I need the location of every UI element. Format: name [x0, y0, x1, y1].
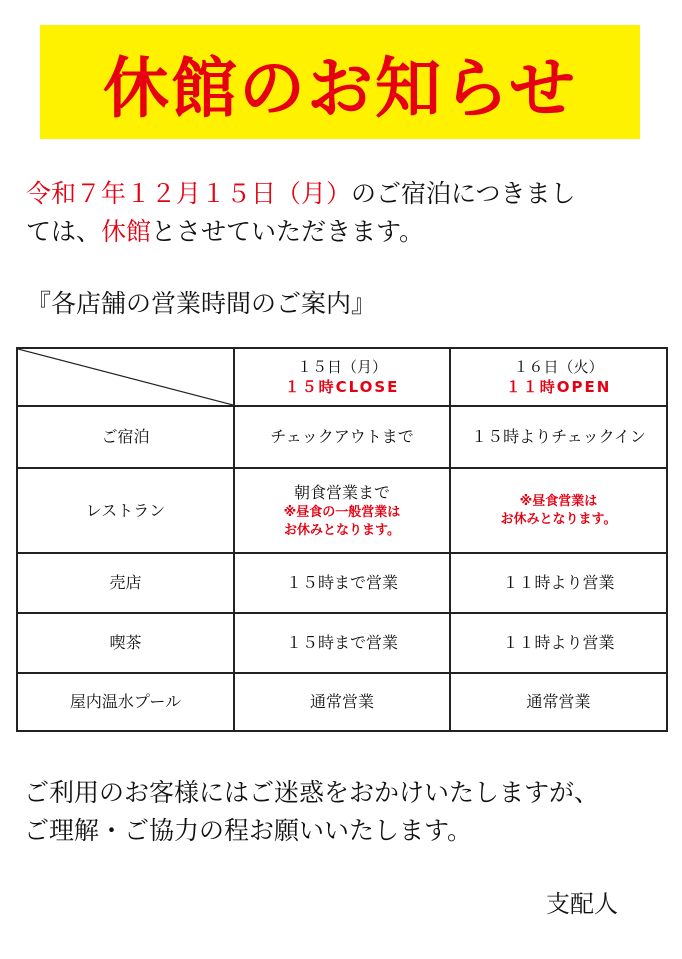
closure-date: 令和７年１２月１５日（月）	[26, 179, 352, 208]
page-title: 休館のお知らせ	[102, 49, 578, 127]
row-label: 売店	[17, 553, 234, 613]
restaurant-day-2-note: ※昼食営業は	[519, 493, 598, 509]
row-value: １１時より営業	[450, 613, 667, 673]
row-value: 通常営業	[450, 673, 667, 731]
table-row	[17, 406, 667, 468]
column-header-day-2	[450, 348, 667, 406]
title-banner	[40, 25, 640, 139]
signature: 支配人	[546, 890, 618, 918]
column-header-day-1	[234, 348, 450, 406]
row-value: １５時まで営業	[234, 553, 450, 613]
business-hours-table	[16, 347, 668, 732]
row-value: 通常営業	[234, 673, 450, 731]
table-row	[17, 553, 667, 613]
row-label: 屋内温水プール	[17, 673, 234, 731]
diagonal-line	[18, 349, 233, 405]
intro-line-1-text: のご宿泊につきまし	[351, 179, 576, 208]
row-label: ご宿泊	[17, 406, 234, 468]
intro-line-1	[26, 175, 666, 213]
section-heading: 『各店舗の営業時間のご案内』	[26, 289, 377, 318]
table-header-row	[17, 348, 667, 406]
row-value: １１時より営業	[450, 553, 667, 613]
row-value: １５時まで営業	[234, 613, 450, 673]
row-value: チェックアウトまで	[234, 406, 450, 468]
intro-line-2-text: とさせていただきます。	[151, 217, 425, 246]
table-row	[17, 613, 667, 673]
row-label: レストラン	[17, 468, 234, 553]
corner-cell	[17, 348, 234, 406]
intro-line-2	[26, 213, 666, 251]
row-label: 喫茶	[17, 613, 234, 673]
row-value	[234, 468, 450, 553]
closed-word: 休館	[101, 217, 152, 246]
column-status: １５時CLOSE	[284, 378, 400, 396]
row-value	[450, 468, 667, 553]
closing-line-1: ご利用のお客様にはご迷惑をおかけいたしますが、	[24, 778, 600, 807]
row-value: １５時よりチェックイン	[450, 406, 667, 468]
table-row	[17, 673, 667, 731]
column-date: １６日（火）	[513, 358, 604, 376]
intro-paragraph	[26, 175, 666, 251]
column-status: １１時OPEN	[505, 378, 612, 396]
table-row	[17, 468, 667, 553]
restaurant-day-1-note: お休みとなります。	[284, 522, 400, 538]
restaurant-day-2-note: お休みとなります。	[500, 511, 617, 527]
restaurant-day-1-note: ※昼食の一般営業は	[283, 504, 401, 520]
closing-message	[24, 774, 599, 850]
restaurant-day-1-text: 朝食営業まで	[293, 482, 390, 502]
closing-line-2: ご理解・ご協力の程お願いいたします。	[24, 816, 473, 845]
column-date: １５日（月）	[296, 358, 387, 376]
intro-line-2-start: ては、	[26, 217, 102, 246]
